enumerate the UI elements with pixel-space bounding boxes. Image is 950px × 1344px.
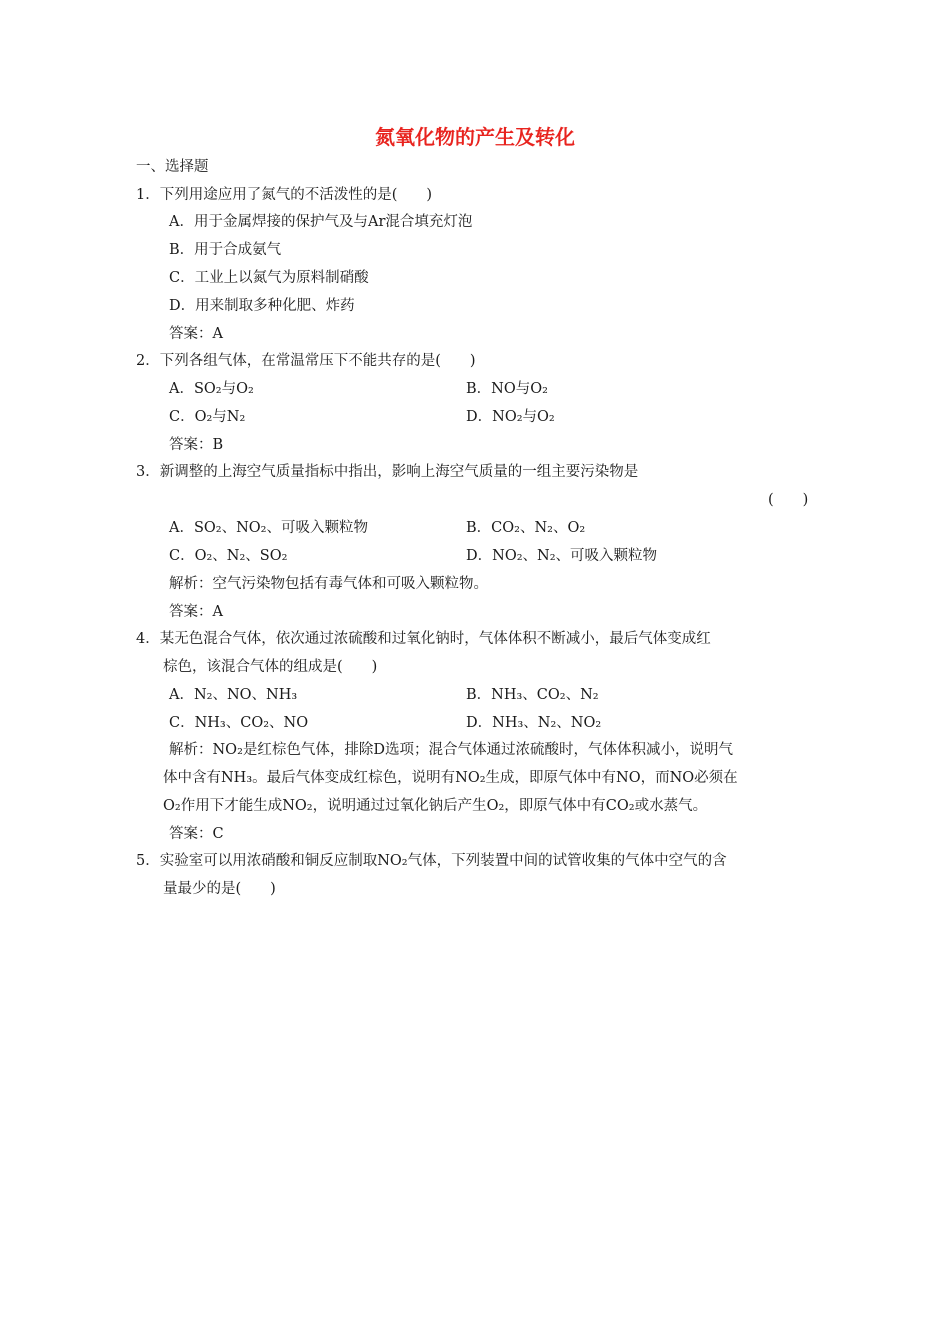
- q4-option-a: A．N₂、NO、NH₃: [169, 687, 298, 703]
- q4-answer: 答案：C: [169, 826, 224, 842]
- q4-stem-line1: 4．某无色混合气体，依次通过浓硫酸和过氧化钠时，气体体积不断减小，最后气体变成红: [136, 631, 711, 647]
- q4-analysis-line1: 解析：NO₂是红棕色气体，排除D选项；混合气体通过浓硫酸时，气体体积减小，说明气: [169, 742, 734, 758]
- q2-option-a: A．SO₂与O₂: [169, 381, 254, 397]
- q3-option-d: D．NO₂、N₂、可吸入颗粒物: [466, 548, 658, 564]
- q4-stem-line2: 棕色，该混合气体的组成是( ): [163, 659, 378, 675]
- q4-option-d: D．NH₃、N₂、NO₂: [466, 715, 602, 731]
- q4-option-b: B．NH₃、CO₂、N₂: [466, 687, 599, 703]
- q1-option-d: D．用来制取多种化肥、炸药: [169, 298, 355, 314]
- q3-stem: 3．新调整的上海空气质量指标中指出，影响上海空气质量的一组主要污染物是: [136, 464, 639, 480]
- q5-stem-line1: 5．实验室可以用浓硝酸和铜反应制取NO₂气体，下列装置中间的试管收集的气体中空气的含: [136, 853, 727, 869]
- q2-option-c: C．O₂与N₂: [169, 409, 246, 425]
- q4-analysis-line3: O₂作用下才能生成NO₂，说明通过过氧化钠后产生O₂，即原气体中有CO₂或水蒸气。: [163, 798, 708, 814]
- q2-answer: 答案：B: [169, 437, 224, 453]
- q2-option-b: B．NO与O₂: [466, 381, 548, 397]
- q2-stem: 2．下列各组气体，在常温常压下不能共存的是( ): [136, 353, 476, 369]
- q3-analysis: 解析：空气污染物包括有毒气体和可吸入颗粒物。: [169, 576, 488, 592]
- section-heading: 一、选择题: [136, 159, 209, 175]
- q1-option-c: C．工业上以氮气为原料制硝酸: [169, 270, 369, 286]
- q2-option-d: D．NO₂与O₂: [466, 409, 555, 425]
- q1-option-a: A．用于金属焊接的保护气及与Ar混合填充灯泡: [169, 214, 473, 230]
- q1-option-b: B．用于合成氨气: [169, 242, 282, 258]
- q4-analysis-line2: 体中含有NH₃。最后气体变成红棕色，说明有NO₂生成，即原气体中有NO，而NO必须在: [163, 770, 738, 786]
- q3-option-c: C．O₂、N₂、SO₂: [169, 548, 288, 564]
- page-title: 氮氧化物的产生及转化: [375, 125, 575, 149]
- q3-answer-paren: ( ): [768, 492, 809, 508]
- q3-option-b: B．CO₂、N₂、O₂: [466, 520, 586, 536]
- q4-option-c: C．NH₃、CO₂、NO: [169, 715, 309, 731]
- q3-answer: 答案：A: [169, 604, 223, 620]
- q3-option-a: A．SO₂、NO₂、可吸入颗粒物: [169, 520, 368, 536]
- q5-stem-line2: 量最少的是( ): [163, 881, 276, 897]
- q1-answer: 答案：A: [169, 326, 223, 342]
- q1-stem: 1．下列用途应用了氮气的不活泼性的是( ): [136, 187, 433, 203]
